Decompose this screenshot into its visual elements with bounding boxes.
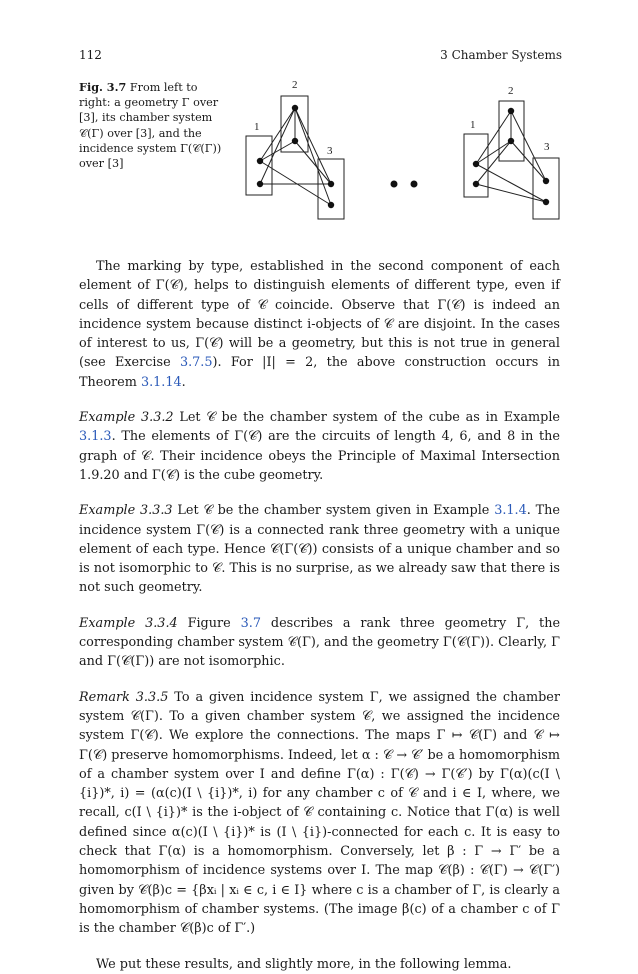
page-number: 112 [79,48,102,62]
figure-caption-text: From left to right: a geometry Γ over [3], its chamber system 𝒞(Γ) over [3], and the incidence system Γ(𝒞(Γ)) over [3] [79,81,222,171]
label-left-1: 1 [254,121,260,133]
label-right-2: 2 [508,85,514,97]
label-right-3: 3 [544,141,550,153]
type-3-box [533,158,559,219]
chamber-system [391,181,418,188]
page-header [79,48,562,66]
geometry-diagram [246,96,344,219]
figure-caption-label: Fig. 3.7 [79,80,127,94]
running-head: 3 Chamber Systems [440,48,562,62]
chamber-point [391,181,398,188]
label-right-1: 1 [470,119,476,131]
remark-3-3-5: Remark 3.3.5 To a given incidence system Γ, we assigned the chamber system 𝒞(Γ). To a given chamber system 𝒞, we assigned the incidence system Γ(𝒞). We explore the connections. The maps Γ ↦ 𝒞(Γ) and 𝒞 ↦ Γ(𝒞) preserve homomorphisms. Indeed, let α : 𝒞 → 𝒞′ be a homomorphism of a chamber system over I and define Γ(α) : Γ(𝒞) → Γ(𝒞′) by Γ(α)(c(I \ {i})*, i) = (α(c)(I \ {i})*, i) for any chamber c of 𝒞 and i ∈ I, where, we recall, c(I \ {i})* is the i-object of 𝒞 containing c. Notice that Γ(α) is well defined since α(c)(I \ {i})* is (I \ {i})-connected for each c. It is easy to check that Γ(α) is a homomorphism. Conversely, let β : Γ → Γ′ be a homomorphism of incidence systems over I. The map 𝒞(β) : 𝒞(Γ) → 𝒞(Γ′) given by 𝒞(β)c = {βxᵢ | xᵢ ∈ c, i ∈ I} where c is a chamber of Γ, is clearly a homomorphism of chamber systems. (The image β(c) of a chamber c of Γ is the chamber 𝒞(β)c of Γ′.) [79,689,560,937]
type-3-box [318,159,344,219]
example-3-3-3: Example 3.3.3 Let 𝒞 be the chamber system given in Example 3.1.4. The incidence system Γ(𝒞) is a connected rank three geometry with a unique element of each type. Hence 𝒞(Γ(𝒞)) consists of a unique chamber and so is not isomorphic to 𝒞. This is no surprise, as we already saw that there is not such geometry. [79,503,560,596]
figure-link[interactable]: 3.7 [240,615,261,631]
label-left-2: 2 [292,79,298,91]
chamber-point [411,181,418,188]
figure-caption [79,80,229,171]
example-3-3-4: Example 3.3.4 Figure 3.7 describes a rank three geometry Γ, the corresponding chamber system 𝒞(Γ), and the geometry Γ(𝒞(Γ)). Clearly, Γ and Γ(𝒞(Γ)) are not isomorphic. [79,615,561,670]
example-3-3-2: Example 3.3.2 Let 𝒞 be the chamber system of the cube as in Example 3.1.3. The elements of Γ(𝒞) are the circuits of length 4, 6, and 8 in the graph of 𝒞. Their incidence obeys the Principle of Maximal Intersection 1.9.20 and Γ(𝒞) is the cube geometry. [79,410,560,483]
paragraph: The marking by type, established in the second component of each element of Γ(𝒞), helps to distinguish elements of different type, even if cells of different type of 𝒞 coincide. Observe that Γ(𝒞) is indeed an incidence system because distinct i-objects of 𝒞 are disjoint. In the cases of interest to us, Γ(𝒞) will be a geometry, but this is not true in general (see Exercise 3.7.5). For |I| = 2, the above construction occurs in Theorem 3.1.14. [79,259,560,390]
label-left-3: 3 [327,145,333,157]
example-link[interactable]: 3.1.3 [79,429,112,445]
theorem-link[interactable]: 3.1.14 [140,374,182,390]
example-link[interactable]: 3.1.4 [494,503,527,519]
figure-3-7 [236,74,566,234]
body-text [79,257,560,974]
exercise-link[interactable]: 3.7.5 [179,355,213,371]
paragraph: We put these results, and slightly more, in the following lemma. [96,956,512,972]
